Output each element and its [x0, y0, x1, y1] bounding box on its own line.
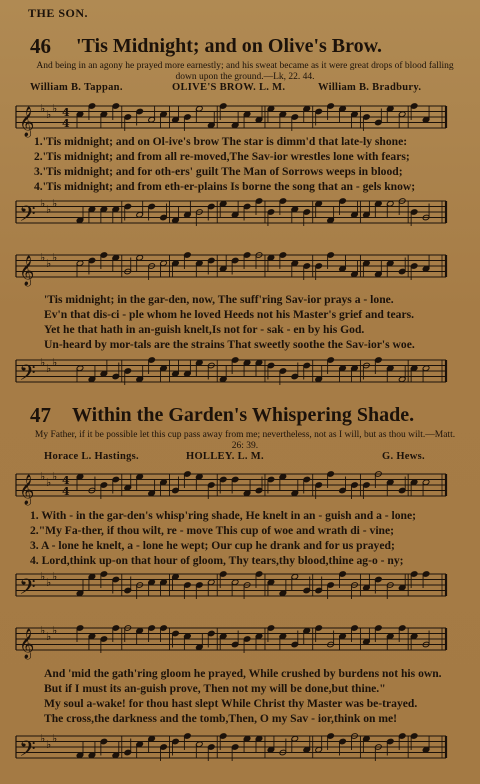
verse-line: 3. A - lone he knelt, a - lone he wept; Our cup he drank and for us prayed; — [30, 539, 395, 552]
svg-text:𝄢: 𝄢 — [19, 361, 36, 391]
hymn-46-composer: William B. Bradbury. — [318, 82, 422, 93]
hymn-47-treble-staff-1 — [0, 466, 480, 510]
verse-line: The cross,the darkness and the tomb,Then, O my Sav - ior,think on me! — [44, 712, 398, 725]
svg-text:♭: ♭ — [46, 203, 52, 216]
svg-text:𝄞: 𝄞 — [19, 256, 35, 286]
hymn-47-treble-staff-2 — [0, 620, 480, 664]
hymn-47-epigraph: My Father, if it be possible let this cup pass away from me; nevertheless, not as I will, but as thou wilt.—Matt. 26: 39. — [34, 430, 456, 451]
svg-text:♭: ♭ — [52, 470, 58, 483]
hymn-46-bass-staff-2 — [0, 352, 480, 394]
svg-text:𝄞: 𝄞 — [19, 107, 35, 137]
svg-text:♭: ♭ — [40, 197, 46, 210]
svg-text:♭: ♭ — [40, 356, 46, 369]
verse-line: 4.'Tis midnight; and from eth-er-plains Is borne the song that an - gels know; — [34, 180, 416, 193]
verse-line: But if I must its an-guish prove, Then not my will be done,but thine." — [44, 682, 386, 695]
verse-line: My soul a-wake! for thou hast slept While Christ thy Master was be-trayed. — [44, 697, 418, 710]
svg-text:4: 4 — [62, 117, 70, 130]
svg-text:♭: ♭ — [46, 630, 52, 643]
section-label: THE SON. — [28, 6, 89, 20]
hymn-47-author: Horace L. Hastings. — [44, 451, 139, 462]
svg-text:♭: ♭ — [46, 108, 52, 121]
svg-text:♭: ♭ — [46, 476, 52, 489]
verse-line: Yet he that hath in an-guish knelt,Is not for - sak - en by his God. — [44, 323, 365, 336]
verse-line: Ev'n that dis-ci - ple whom he loved Heeds not his Master's grief and tears. — [44, 308, 415, 321]
hymn-47-number: 47 — [30, 403, 51, 427]
svg-text:♭: ♭ — [52, 251, 58, 264]
svg-text:4: 4 — [62, 485, 70, 498]
hymn-46-number: 46 — [30, 34, 51, 58]
verse-line: Un-heard by mor-tals are the strains That sweetly soothe the Sav-ior's woe. — [44, 338, 415, 351]
verse-line: 'Tis midnight; in the gar-den, now, The suff'ring Sav-ior prays a - lone. — [44, 293, 394, 306]
svg-text:𝄢: 𝄢 — [19, 575, 36, 605]
svg-text:♭: ♭ — [46, 257, 52, 270]
verse-line: And 'mid the gath'ring gloom he prayed, While crushed by burdens not his own. — [44, 667, 442, 680]
svg-text:♭: ♭ — [52, 197, 58, 210]
svg-text:♭: ♭ — [40, 251, 46, 264]
svg-text:♭: ♭ — [40, 570, 46, 583]
hymn-46-verse-block-b — [44, 292, 415, 352]
hymn-47-composer: G. Hews. — [382, 451, 425, 462]
svg-text:♭: ♭ — [46, 576, 52, 589]
verse-line: 4. Lord,think up-on that hour of gloom, Thy tears,thy blood,thine ag-o - ny; — [30, 554, 404, 567]
svg-text:𝄢: 𝄢 — [19, 202, 36, 232]
hymn-46-author: William B. Tappan. — [30, 82, 123, 93]
svg-text:4: 4 — [62, 106, 70, 119]
hymn-47-bass-staff-2 — [0, 728, 480, 772]
hymn-47-verse-block-b — [44, 666, 442, 726]
hymn-47-title: Within the Garden's Whispering Shade. — [72, 404, 415, 426]
svg-text:♭: ♭ — [52, 732, 58, 745]
hymn-47-verse-block-a — [30, 508, 416, 568]
svg-text:𝄞: 𝄞 — [19, 475, 35, 505]
hymn-46-treble-staff-2 — [0, 247, 480, 291]
verse-line: 3.'Tis midnight; and for oth-ers' guilt The Man of Sorrows weeps in blood; — [34, 165, 403, 178]
verse-line: 1.'Tis midnight; and on Ol-ive's brow The star is dimm'd that late-ly shone: — [34, 135, 408, 148]
hymn-46-title: 'Tis Midnight; and on Olive's Brow. — [76, 35, 383, 57]
verse-line: 2."My Fa-ther, if thou wilt, re - move This cup of woe and wrath di - vine; — [30, 524, 395, 537]
svg-text:𝄢: 𝄢 — [19, 737, 36, 767]
svg-text:♭: ♭ — [40, 624, 46, 637]
svg-text:♭: ♭ — [40, 102, 46, 115]
svg-text:♭: ♭ — [40, 470, 46, 483]
svg-text:♭: ♭ — [46, 362, 52, 375]
svg-text:𝄞: 𝄞 — [19, 629, 35, 659]
hymn-47-bass-staff-1 — [0, 566, 480, 608]
hymn-46-bass-staff-1 — [0, 193, 480, 233]
svg-text:♭: ♭ — [52, 570, 58, 583]
svg-text:♭: ♭ — [52, 356, 58, 369]
svg-text:♭: ♭ — [40, 732, 46, 745]
svg-text:♭: ♭ — [52, 102, 58, 115]
svg-text:♭: ♭ — [52, 624, 58, 637]
hymn-46-epigraph: And being in an agony he prayed more earnestly; and his sweat became as it were great drops of blood falling down upon the ground.—Lk, 22. 44. — [36, 61, 454, 82]
verse-line: 1. With - in the gar-den's whisp'ring shade, He knelt in an - guish and a - lone; — [30, 509, 416, 522]
hymn-47-tune: HOLLEY. L. M. — [186, 451, 264, 462]
verse-line: 2.'Tis midnight; and from all re-moved,The Sav-ior wrestles lone with fears; — [34, 150, 410, 163]
hymn-46-verse-block-a — [34, 134, 415, 194]
svg-text:4: 4 — [62, 474, 70, 487]
hymn-46-tune: OLIVE'S BROW. L. M. — [172, 82, 286, 93]
svg-text:♭: ♭ — [46, 738, 52, 751]
